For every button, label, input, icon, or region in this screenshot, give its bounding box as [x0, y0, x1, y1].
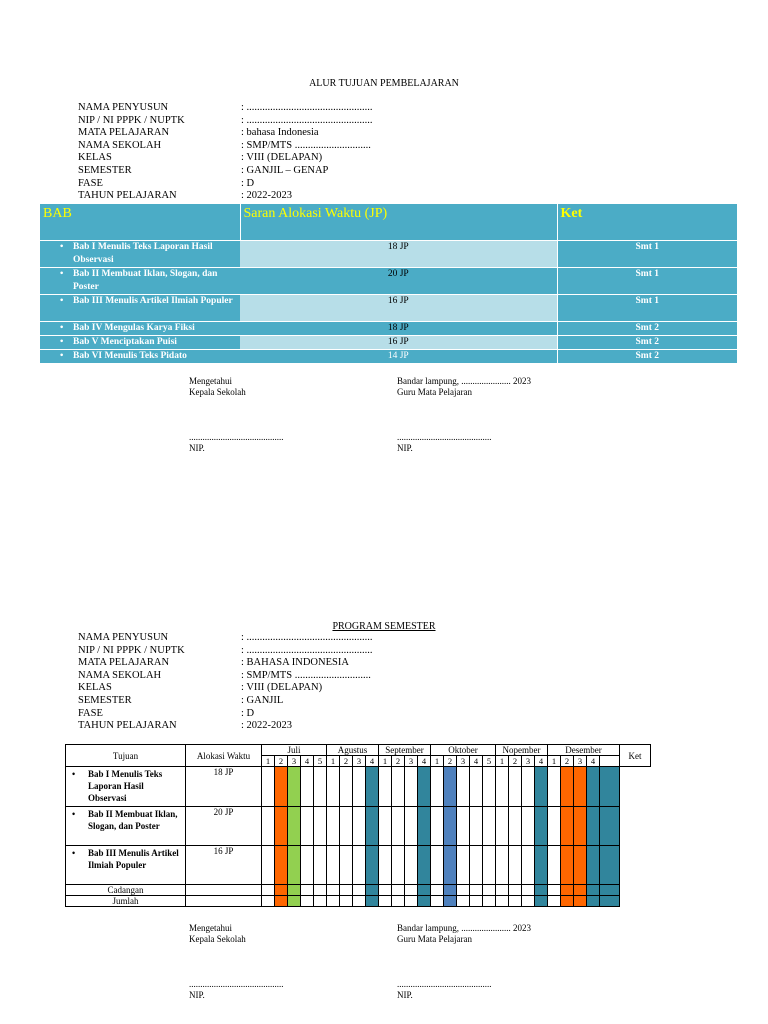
ket-cell: Smt 1 [557, 267, 737, 294]
week-slot [392, 885, 405, 896]
ket-cell: Smt 1 [557, 294, 737, 321]
empty-cell [186, 896, 262, 907]
week-slot [574, 767, 587, 807]
week-slot [470, 846, 483, 885]
jp-cell: 20 JP [186, 807, 262, 846]
week-slot [366, 767, 379, 807]
week-slot [574, 846, 587, 885]
week-slot [483, 896, 496, 907]
week-slot [288, 767, 301, 807]
week-slot [587, 885, 600, 896]
week-slot [262, 896, 275, 907]
week-slot [522, 885, 535, 896]
week-slot [535, 885, 548, 896]
ket-cell: Smt 2 [557, 349, 737, 363]
week-slot [392, 767, 405, 807]
kepala-sekolah-label: Kepala Sekolah [189, 934, 246, 944]
week-slot [392, 846, 405, 885]
week-slot [561, 767, 574, 807]
week-slot [496, 885, 509, 896]
week-slot [314, 896, 327, 907]
week-slot [535, 807, 548, 846]
week-slot [262, 767, 275, 807]
jp-cell: 14 JP [240, 349, 557, 363]
week-slot [509, 767, 522, 807]
week-slot [535, 846, 548, 885]
week-slot [340, 885, 353, 896]
info-label: NAMA SEKOLAH [78, 139, 162, 151]
week-slot [522, 846, 535, 885]
week-cell: 3 [405, 756, 418, 767]
header-ket: Ket [557, 204, 737, 240]
jumlah-row [66, 896, 651, 907]
signature-line: .......................................... [189, 979, 284, 989]
week-slot [340, 846, 353, 885]
week-slot [574, 807, 587, 846]
week-slot [457, 807, 470, 846]
week-slot [340, 767, 353, 807]
week-slot [275, 846, 288, 885]
info-label: MATA PELAJARAN [78, 657, 170, 669]
week-slot [535, 767, 548, 807]
table-row [40, 335, 737, 349]
week-slot [431, 767, 444, 807]
week-slot [457, 846, 470, 885]
week-slot [353, 896, 366, 907]
week-slot [431, 896, 444, 907]
week-slot [405, 846, 418, 885]
week-cell: 5 [483, 756, 496, 767]
week-slot [470, 807, 483, 846]
week-slot [483, 846, 496, 885]
week-slot [509, 896, 522, 907]
week-slot [587, 767, 600, 807]
table-row [40, 240, 737, 267]
week-slot [392, 896, 405, 907]
ket-cell: Smt 2 [557, 335, 737, 349]
info-label: KELAS [78, 682, 112, 694]
week-slot [548, 767, 561, 807]
week-slot [379, 846, 392, 885]
week-slot [405, 885, 418, 896]
info-label: SEMESTER [78, 694, 132, 706]
bab-cell: • Bab II Membuat Iklan, Slogan, dan Poster [40, 267, 240, 294]
table-row [40, 349, 737, 363]
prosem-signature-left [189, 923, 284, 1001]
week-slot [509, 846, 522, 885]
week-slot [314, 767, 327, 807]
week-cell: 2 [509, 756, 522, 767]
nip-label: NIP. [397, 443, 413, 453]
week-slot [327, 885, 340, 896]
signature-line: .......................................... [189, 432, 284, 442]
table-row [40, 267, 737, 294]
week-slot [444, 885, 457, 896]
week-slot [600, 885, 620, 896]
week-slot [574, 885, 587, 896]
bab-cell: • Bab II Membuat Iklan, Slogan, dan Poster [66, 807, 186, 846]
week-slot [366, 807, 379, 846]
week-slot [327, 896, 340, 907]
week-cell: 4 [587, 756, 600, 767]
week-slot [353, 885, 366, 896]
week-slot [340, 807, 353, 846]
week-cell: 2 [340, 756, 353, 767]
week-slot [366, 846, 379, 885]
week-slot [483, 807, 496, 846]
info-value: : D [241, 177, 255, 189]
jp-cell: 18 JP [240, 240, 557, 267]
week-cell: 1 [262, 756, 275, 767]
week-slot [379, 885, 392, 896]
week-slot [600, 846, 620, 885]
info-value: : SMP/MTS ............................. [241, 669, 371, 681]
week-cell: 1 [379, 756, 392, 767]
week-slot [444, 846, 457, 885]
prosem-title: PROGRAM SEMESTER [332, 621, 436, 632]
info-value: : ................................................ [241, 644, 373, 656]
week-cell: 3 [574, 756, 587, 767]
bab-cell: • Bab III Menulis Artikel Ilmiah Populer [40, 294, 240, 321]
week-slot [431, 807, 444, 846]
info-label: TAHUN PELAJARAN [78, 190, 177, 202]
week-slot [418, 767, 431, 807]
week-slot [327, 807, 340, 846]
week-slot [262, 846, 275, 885]
week-slot [301, 807, 314, 846]
month-agustus: Agustus [327, 745, 379, 756]
week-slot [535, 896, 548, 907]
table-row [40, 321, 737, 335]
week-slot [353, 807, 366, 846]
info-value: : ................................................ [241, 114, 373, 126]
week-slot [301, 846, 314, 885]
week-slot [587, 846, 600, 885]
month-nopember: Nopember [496, 745, 548, 756]
week-slot [548, 896, 561, 907]
month-header-row [66, 745, 651, 756]
bab-cell: • Bab VI Menulis Teks Pidato [40, 349, 240, 363]
week-cell: 4 [366, 756, 379, 767]
week-slot [340, 896, 353, 907]
week-slot [379, 896, 392, 907]
week-slot [444, 767, 457, 807]
week-cell: 4 [418, 756, 431, 767]
info-value: : BAHASA INDONESIA [241, 657, 349, 669]
week-slot [275, 807, 288, 846]
week-slot [301, 885, 314, 896]
bab-cell: • Bab III Menulis Artikel Ilmiah Populer [66, 846, 186, 885]
week-slot [600, 767, 620, 807]
table-row [66, 846, 651, 885]
week-slot [418, 885, 431, 896]
info-value: : ................................................ [241, 102, 373, 113]
info-value: : bahasa Indonesia [241, 127, 319, 139]
week-slot [314, 885, 327, 896]
week-cell: 3 [457, 756, 470, 767]
week-slot [457, 885, 470, 896]
week-cell: 3 [288, 756, 301, 767]
header-alokasi: Alokasi Waktu [186, 745, 262, 767]
week-slot [561, 846, 574, 885]
info-label: FASE [78, 177, 103, 189]
week-cell: 2 [561, 756, 574, 767]
nip-label: NIP. [397, 990, 413, 1000]
week-cell: 1 [327, 756, 340, 767]
ket-cell: Smt 1 [557, 240, 737, 267]
jp-cell: 16 JP [240, 294, 557, 321]
week-slot [288, 896, 301, 907]
bab-cell: • Bab I Menulis Teks Laporan Hasil Observasi [40, 240, 240, 267]
info-label: NIP / NI PPPK / NUPTK [78, 114, 185, 126]
atp-header-row [40, 204, 737, 240]
week-slot [548, 846, 561, 885]
mengetahui-label: Mengetahui [189, 376, 232, 386]
week-slot [431, 885, 444, 896]
week-slot [301, 896, 314, 907]
cadangan-row [66, 885, 651, 896]
week-slot [366, 885, 379, 896]
week-slot [275, 896, 288, 907]
info-value: : VIII (DELAPAN) [241, 682, 323, 694]
week-cell [600, 756, 620, 767]
guru-label: Guru Mata Pelajaran [397, 387, 472, 397]
week-slot [483, 767, 496, 807]
jp-cell: 18 JP [240, 321, 557, 335]
week-slot [314, 846, 327, 885]
atp-signature-left [189, 376, 284, 454]
week-slot [457, 896, 470, 907]
week-slot [548, 885, 561, 896]
jp-cell: 20 JP [240, 267, 557, 294]
header-alokasi: Saran Alokasi Waktu (JP) [240, 204, 557, 240]
prosem-info [78, 632, 373, 733]
week-slot [366, 896, 379, 907]
info-label: TAHUN PELAJARAN [78, 720, 177, 732]
week-slot [431, 846, 444, 885]
bab-cell: • Bab V Menciptakan Puisi [40, 335, 240, 349]
week-slot [522, 807, 535, 846]
week-slot [509, 807, 522, 846]
week-slot [288, 846, 301, 885]
week-slot [470, 885, 483, 896]
empty-cell [186, 885, 262, 896]
signature-line: .......................................... [397, 979, 492, 989]
week-cell: 2 [444, 756, 457, 767]
atp-table [40, 204, 738, 363]
info-label: NAMA PENYUSUN [78, 632, 169, 643]
info-label: NIP / NI PPPK / NUPTK [78, 644, 185, 656]
week-slot [353, 767, 366, 807]
kepala-sekolah-label: Kepala Sekolah [189, 387, 246, 397]
week-slot [353, 846, 366, 885]
week-slot [262, 885, 275, 896]
cadangan-label: Cadangan [66, 885, 186, 896]
week-slot [314, 807, 327, 846]
week-slot [418, 846, 431, 885]
week-cell: 1 [496, 756, 509, 767]
table-row [40, 294, 737, 321]
week-cell: 2 [275, 756, 288, 767]
info-label: KELAS [78, 152, 112, 164]
jumlah-label: Jumlah [66, 896, 186, 907]
info-value: : D [241, 707, 255, 719]
week-slot [288, 807, 301, 846]
bab-cell: • Bab I Menulis Teks Laporan Hasil Observasi [66, 767, 186, 807]
jp-cell: 16 JP [240, 335, 557, 349]
place-date-label: Bandar lampung, ...................... 2023 [397, 923, 531, 933]
nip-label: NIP. [189, 990, 205, 1000]
info-label: FASE [78, 707, 103, 719]
info-label: NAMA SEKOLAH [78, 669, 162, 681]
week-slot [444, 896, 457, 907]
info-value: : 2022-2023 [241, 720, 293, 732]
month-september: September [379, 745, 431, 756]
week-cell: 4 [301, 756, 314, 767]
week-cell: 1 [548, 756, 561, 767]
week-slot [288, 885, 301, 896]
week-slot [561, 896, 574, 907]
week-slot [379, 807, 392, 846]
week-cell: 1 [431, 756, 444, 767]
week-cell: 2 [392, 756, 405, 767]
week-slot [327, 767, 340, 807]
week-slot [444, 807, 457, 846]
prosem-table [65, 744, 651, 907]
week-slot [379, 767, 392, 807]
info-label: NAMA PENYUSUN [78, 102, 169, 113]
week-slot [574, 896, 587, 907]
week-slot [457, 767, 470, 807]
week-cell: 4 [535, 756, 548, 767]
week-slot [496, 807, 509, 846]
week-slot [405, 767, 418, 807]
week-cell: 5 [314, 756, 327, 767]
week-slot [522, 896, 535, 907]
jp-cell: 18 JP [186, 767, 262, 807]
signature-line: .......................................... [397, 432, 492, 442]
week-slot [561, 807, 574, 846]
guru-label: Guru Mata Pelajaran [397, 934, 472, 944]
month-desember: Desember [548, 745, 620, 756]
week-slot [405, 807, 418, 846]
week-slot [275, 885, 288, 896]
info-label: SEMESTER [78, 164, 132, 176]
mengetahui-label: Mengetahui [189, 923, 232, 933]
week-slot [587, 896, 600, 907]
bab-cell: • Bab IV Mengulas Karya Fiksi [40, 321, 240, 335]
week-slot [496, 846, 509, 885]
header-bab: BAB [40, 204, 240, 240]
header-tujuan: Tujuan [66, 745, 186, 767]
month-oktober: Oktober [431, 745, 496, 756]
info-label: MATA PELAJARAN [78, 127, 170, 139]
week-slot [470, 896, 483, 907]
week-slot [483, 885, 496, 896]
week-slot [561, 885, 574, 896]
week-slot [548, 807, 561, 846]
info-value: : VIII (DELAPAN) [241, 152, 323, 164]
header-ket: Ket [620, 745, 651, 767]
week-cell: 3 [522, 756, 535, 767]
week-slot [418, 896, 431, 907]
week-slot [522, 767, 535, 807]
info-value: : SMP/MTS ............................. [241, 139, 371, 151]
week-slot [327, 846, 340, 885]
week-slot [470, 767, 483, 807]
atp-title: ALUR TUJUAN PEMBELAJARAN [309, 78, 459, 89]
month-juli: Juli [262, 745, 327, 756]
info-value: : ................................................ [241, 632, 373, 643]
nip-label: NIP. [189, 443, 205, 453]
jp-cell: 16 JP [186, 846, 262, 885]
info-value: : GANJIL – GENAP [241, 164, 329, 176]
week-slot [600, 807, 620, 846]
ket-cell: Smt 2 [557, 321, 737, 335]
info-value: : GANJIL [241, 694, 284, 706]
week-slot [496, 896, 509, 907]
table-row [66, 767, 651, 807]
week-cell: 3 [353, 756, 366, 767]
week-slot [509, 885, 522, 896]
table-row [66, 807, 651, 846]
prosem-signature-right [397, 923, 531, 1001]
atp-signature-right [397, 376, 531, 454]
week-cell: 4 [470, 756, 483, 767]
week-slot [275, 767, 288, 807]
place-date-label: Bandar lampung, ...................... 2023 [397, 376, 531, 386]
week-slot [392, 807, 405, 846]
week-slot [262, 807, 275, 846]
week-slot [587, 807, 600, 846]
week-slot [301, 767, 314, 807]
info-value: : 2022-2023 [241, 190, 293, 202]
week-slot [600, 896, 620, 907]
week-slot [405, 896, 418, 907]
week-slot [418, 807, 431, 846]
atp-info [78, 102, 373, 203]
week-slot [496, 767, 509, 807]
